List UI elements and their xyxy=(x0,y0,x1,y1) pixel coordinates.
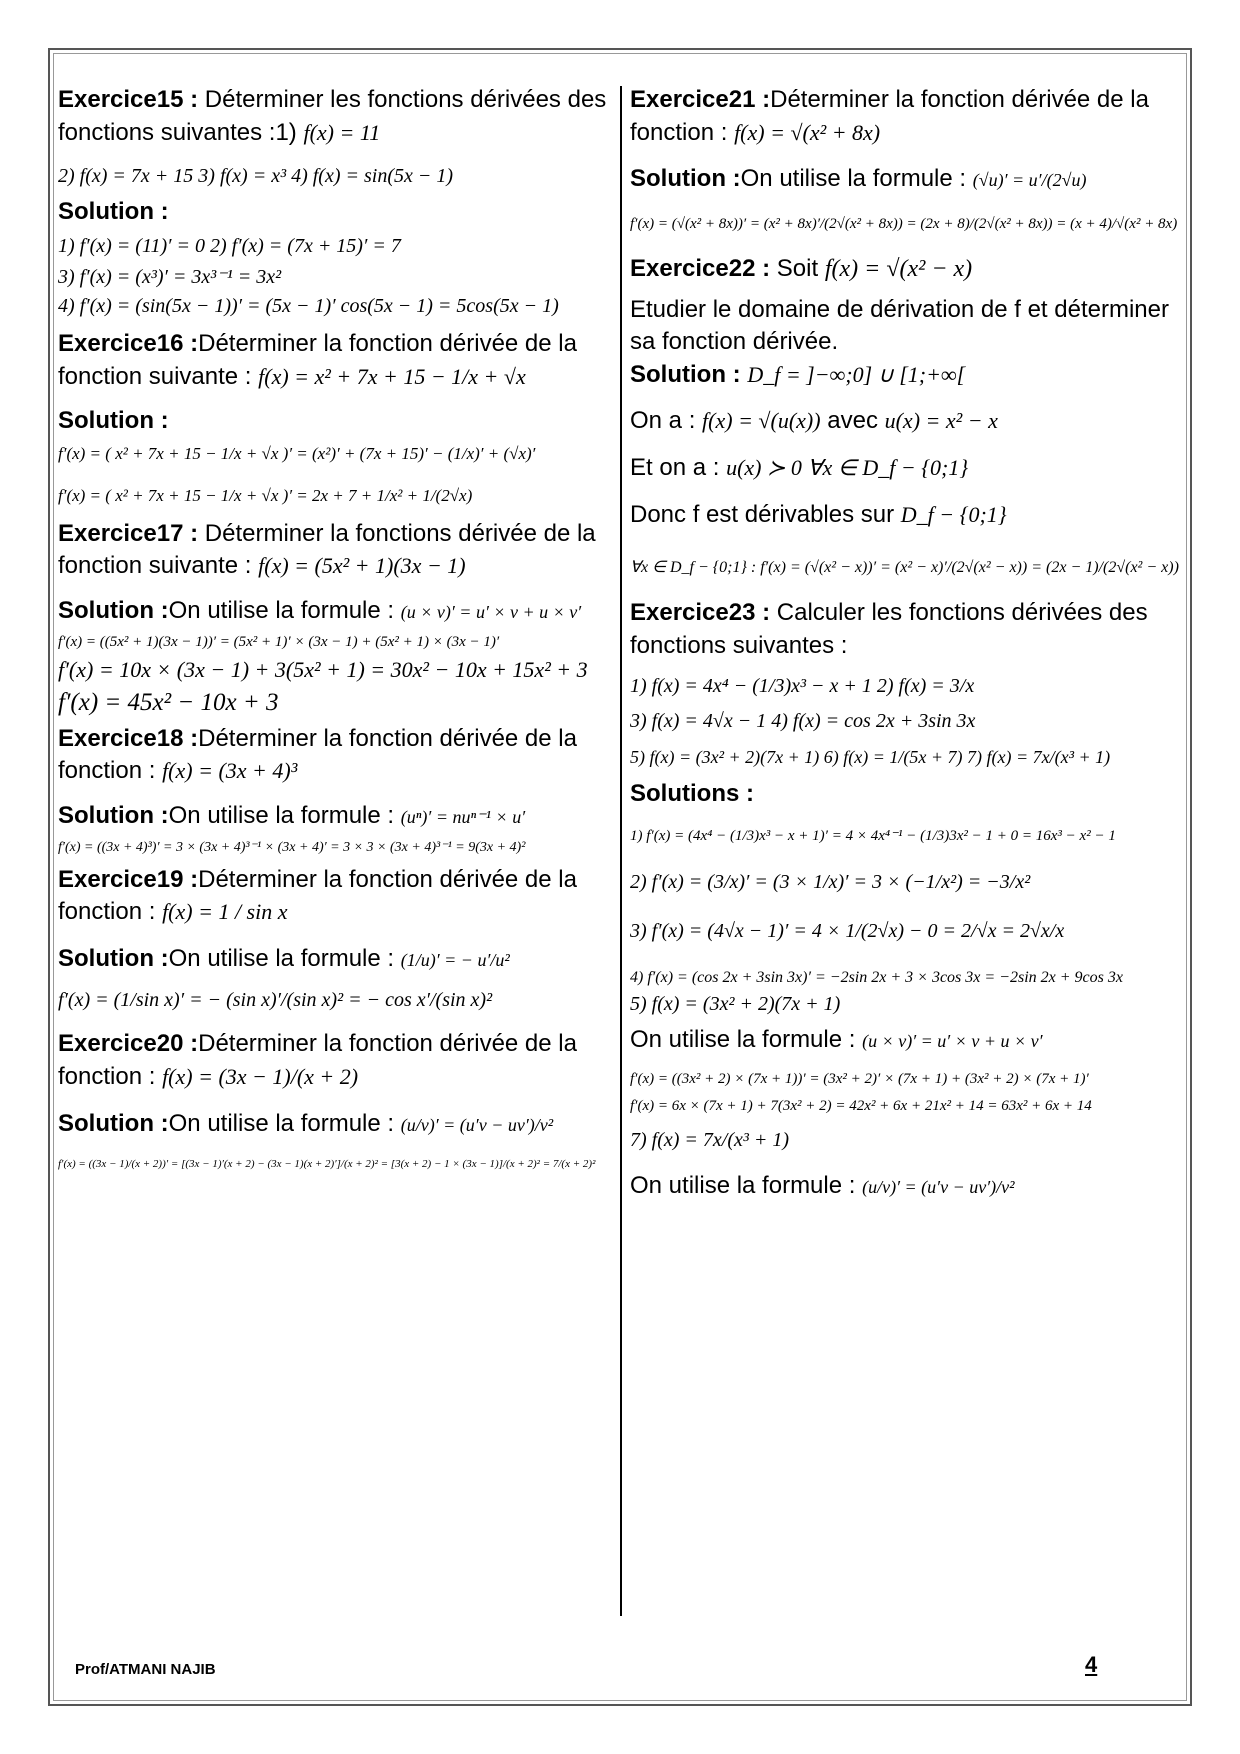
exercise-22-domain: D_f = ]−∞;0] ∪ [1;+∞[ xyxy=(747,361,966,387)
exercise-23-questions-3-4: 3) f(x) = 4√x − 1 4) f(x) = cos 2x + 3sin 3x xyxy=(630,709,976,732)
exercise-23-solution-5-equation-1: f′(x) = ((3x² + 2) × (7x + 1))′ = (3x² + 2)′ × (7x + 1) + (3x² + 2) × (7x + 1)′ xyxy=(630,1070,1089,1087)
exercise-17-function: f(x) = (5x² + 1)(3x − 1) xyxy=(258,553,466,579)
exercise-17-solution-label: Solution : xyxy=(58,597,169,624)
exercise-23-solution-5-equation-2: f′(x) = 6x × (7x + 1) + 7(3x² + 2) = 42x² + 6x + 21x² + 14 = 63x² + 6x + 14 xyxy=(630,1097,1092,1114)
exercise-19-function: f(x) = 1 / sin x xyxy=(162,899,288,925)
exercise-22-line-2-b: f(x) = √(u(x)) xyxy=(702,408,821,434)
exercise-18-solution-label: Solution : xyxy=(58,801,169,829)
exercise-19-formula: (1/u)′ = − u′/u² xyxy=(400,949,510,970)
exercise-15-solution-1-2: 1) f′(x) = (11)′ = 0 2) f′(x) = (7x + 15)′ = 7 xyxy=(58,234,401,257)
exercise-21-solution-label: Solution : xyxy=(630,165,741,193)
exercise-22-line-2-c: avec xyxy=(820,407,885,435)
exercise-22-equation-1: ∀x ∈ D_f − {0;1} : f′(x) = (√(x² − x))′ = (x² − x)′/(2√(x² − x)) = (2x − 1)/(2√(x² − x)) xyxy=(630,559,1179,577)
exercise-22-line-2 xyxy=(630,405,1180,438)
exercise-18-function: f(x) = (3x + 4)³ xyxy=(162,758,298,784)
exercise-18-equation-1: f′(x) = ((3x + 4)³)′ = 3 × (3x + 4)³⁻¹ × (3x + 4)′ = 3 × 3 × (3x + 4)³⁻¹ = 9(3x + 4)² xyxy=(58,839,526,855)
exercise-16-equation-1: f′(x) = ( x² + 7x + 15 − 1/x + √x )′ = (x²)′ + (7x + 15)′ − (1/x)′ + (√x)′ xyxy=(58,443,536,463)
exercise-21-statement xyxy=(630,84,1180,149)
exercise-22-line-3-b: u(x) ≻ 0 ∀x ∈ D_f − {0;1} xyxy=(726,455,969,480)
exercise-19-title: Exercice19 : xyxy=(58,865,199,893)
exercise-23-solution-4: 4) f′(x) = (cos 2x + 3sin 3x)′ = −2sin 2x + 3 × 3cos 3x = −2sin 2x + 9cos 3x xyxy=(630,969,1123,987)
exercise-16-text: Déterminer la fonction dérivée de la fonction suivante : xyxy=(58,329,577,390)
exercise-15-function-1: f(x) = 11 xyxy=(303,119,381,145)
exercise-16-statement xyxy=(58,328,613,393)
exercise-20-text: Déterminer la fonction dérivée de la fonction : xyxy=(58,1030,577,1090)
exercise-23-solutions-label: Solutions : xyxy=(630,779,754,807)
exercise-23-solution-3: 3) f′(x) = (4√x − 1)′ = 4 × 1/(2√x) − 0 = 2/√x = 2√x/x xyxy=(630,920,1065,943)
exercise-20-formula: (u/v)′ = (u′v − uv′)/v² xyxy=(400,1114,554,1135)
column-divider xyxy=(620,86,622,1616)
exercise-16-equation-2: f′(x) = ( x² + 7x + 15 − 1/x + √x )′ = 2x + 7 + 1/x² + 1/(2√x) xyxy=(58,485,473,505)
exercise-22-line-2-a: On a : xyxy=(630,407,703,435)
exercise-23-title: Exercice23 : xyxy=(630,599,771,627)
exercise-19-equation-1: f′(x) = (1/sin x)′ = − (sin x)′/(sin x)² = − cos x′/(sin x)² xyxy=(58,989,493,1012)
exercise-22-line-2-d: u(x) = x² − x xyxy=(884,408,998,434)
exercise-16-solution-label: Solution : xyxy=(58,407,169,435)
exercise-23-solution-7-text: On utilise la formule : xyxy=(630,1171,863,1199)
exercise-17-equation-2: f′(x) = 10x × (3x − 1) + 3(5x² + 1) = 30x² − 10x + 15x² + 3 xyxy=(58,656,588,682)
exercise-20-solution-label: Solution : xyxy=(58,1109,169,1137)
exercise-15-statement xyxy=(58,84,613,149)
exercise-17-equation-1: f′(x) = ((5x² + 1)(3x − 1))′ = (5x² + 1)′ × (3x − 1) + (5x² + 1) × (3x − 1)′ xyxy=(58,633,500,650)
exercise-16-function: f(x) = x² + 7x + 15 − 1/x + √x xyxy=(258,363,526,389)
exercise-20-title: Exercice20 : xyxy=(58,1030,199,1058)
exercise-21-function: f(x) = √(x² + 8x) xyxy=(734,119,881,145)
exercise-15-title: Exercice15 : xyxy=(58,86,199,113)
exercise-22-instruction: Etudier le domaine de dérivation de f et déterminer sa fonction dérivée. xyxy=(630,295,1169,356)
exercise-23-solution-5-formula: (u × v)′ = u′ × v + u × v′ xyxy=(862,1031,1043,1052)
exercise-23-questions-1-2: 1) f(x) = 4x⁴ − (1/3)x³ − x + 1 2) f(x) = 3/x xyxy=(630,674,975,697)
exercise-18-statement xyxy=(58,723,613,788)
exercise-23-solution-5: 5) f(x) = (3x² + 2)(7x + 1) xyxy=(630,993,841,1016)
exercise-19-statement xyxy=(58,864,613,929)
exercise-23-solution-5-formula-line xyxy=(630,1024,1180,1057)
exercise-23-questions-5-7: 5) f(x) = (3x² + 2)(7x + 1) 6) f(x) = 1/(5x + 7) 7) f(x) = 7x/(x³ + 1) xyxy=(630,746,1111,767)
exercise-23-solution-7: 7) f(x) = 7x/(x³ + 1) xyxy=(630,1128,790,1151)
exercise-23-solution-1: 1) f′(x) = (4x⁴ − (1/3)x³ − x + 1)′ = 4 × 4x⁴⁻¹ − (1/3)3x² − 1 + 0 = 16x³ − x² − 1 xyxy=(630,828,1116,845)
exercise-22-line-4 xyxy=(630,499,1180,532)
exercise-17-formula: (u × v)′ = u′ × v + u × v′ xyxy=(400,602,582,622)
exercise-21-formula: (√u)′ = u′/(2√u) xyxy=(972,170,1087,191)
footer-author: Prof/ATMANI NAJIB xyxy=(75,1661,216,1678)
exercise-23-statement xyxy=(630,597,1180,662)
exercise-17-equation-3: f′(x) = 45x² − 10x + 3 xyxy=(58,688,279,716)
exercise-19-text: Déterminer la fonction dérivée de la fonction : xyxy=(58,865,577,926)
exercise-20-statement xyxy=(58,1028,613,1093)
left-column xyxy=(58,84,613,1176)
exercise-19-solution xyxy=(58,943,613,976)
exercise-18-text: Déterminer la fonction dérivée de la fonction : xyxy=(58,724,577,785)
exercise-23-solution-2: 2) f′(x) = (3/x)′ = (3 × 1/x)′ = 3 × (−1/x²) = −3/x² xyxy=(630,871,1031,894)
exercise-17-solution-text: On utilise la formule : xyxy=(168,597,401,624)
exercise-18-solution xyxy=(58,800,613,833)
exercise-22-line-3-a: Et on a : xyxy=(630,454,727,481)
exercise-22-line-4-b: D_f − {0;1} xyxy=(900,501,1007,527)
exercise-23-solution-7-formula: (u/v)′ = (u′v − uv′)/v² xyxy=(862,1176,1015,1197)
exercise-15-solution-4: 4) f′(x) = (sin(5x − 1))′ = (5x − 1)′ cos(5x − 1) = 5cos(5x − 1) xyxy=(58,294,559,317)
exercise-17-text: Déterminer la fonctions dérivée de la fonction suivante : xyxy=(58,519,596,580)
exercise-22-text: Soit xyxy=(770,254,825,282)
exercise-15-text: Déterminer les fonctions dérivées des fonctions suivantes :1) xyxy=(58,86,607,146)
exercise-22-solution xyxy=(630,359,1180,392)
exercise-16-title: Exercice16 : xyxy=(58,329,199,357)
exercise-18-solution-text: On utilise la formule : xyxy=(168,801,401,829)
exercise-15-functions: 2) f(x) = 7x + 15 3) f(x) = x³ 4) f(x) = sin(5x − 1) xyxy=(58,165,454,188)
exercise-22-title: Exercice22 : xyxy=(630,254,771,282)
exercise-19-solution-text: On utilise la formule : xyxy=(168,944,401,972)
exercise-20-solution-text: On utilise la formule : xyxy=(168,1109,401,1137)
exercise-21-solution-text: On utilise la formule : xyxy=(740,165,973,193)
exercise-23-solution-7-formula-line xyxy=(630,1170,1180,1203)
page-number: 4 xyxy=(1085,1652,1098,1677)
right-column xyxy=(630,84,1180,1202)
exercise-22-solution-label: Solution : xyxy=(630,360,748,388)
exercise-21-text: Déterminer la fonction dérivée de la fonction : xyxy=(630,86,1149,146)
exercise-18-title: Exercice18 : xyxy=(58,724,199,752)
exercise-20-equation-1: f′(x) = ((3x − 1)/(x + 2))′ = [(3x − 1)′(x + 2) − (3x − 1)(x + 2)′]/(x + 2)² = [3(x + 2) − 1 × (3x − 1)]/(x + 2)² = 7/(x + 2)² xyxy=(58,1158,596,1171)
exercise-17-solution xyxy=(58,595,613,628)
exercise-22-line-3 xyxy=(630,452,1180,485)
exercise-22-statement xyxy=(630,253,1180,286)
exercise-17-statement xyxy=(58,518,613,583)
exercise-23-solution-5-text: On utilise la formule : xyxy=(630,1026,863,1054)
exercise-21-solution xyxy=(630,163,1180,196)
exercise-20-solution xyxy=(58,1108,613,1141)
exercise-17-title: Exercice17 : xyxy=(58,519,199,547)
exercise-15-solution-label: Solution : xyxy=(58,198,169,226)
exercise-15-solution-3: 3) f′(x) = (x³)′ = 3x³⁻¹ = 3x² xyxy=(58,265,282,288)
exercise-18-formula: (uⁿ)′ = nuⁿ⁻¹ × u′ xyxy=(400,806,526,827)
exercise-20-function: f(x) = (3x − 1)/(x + 2) xyxy=(162,1064,359,1089)
exercise-21-equation-1: f′(x) = (√(x² + 8x))′ = (x² + 8x)′/(2√(x² + 8x)) = (2x + 8)/(2√(x² + 8x)) = (x + 4)/√(x² + 8x) xyxy=(630,215,1178,232)
exercise-22-function: f(x) = √(x² − x) xyxy=(824,255,973,282)
exercise-22-line-4-a: Donc f est dérivables sur xyxy=(630,500,901,528)
exercise-23-text: Calculer les fonctions dérivées des fonctions suivantes : xyxy=(630,599,1148,659)
exercise-21-title: Exercice21 : xyxy=(630,86,771,113)
exercise-19-solution-label: Solution : xyxy=(58,944,169,972)
